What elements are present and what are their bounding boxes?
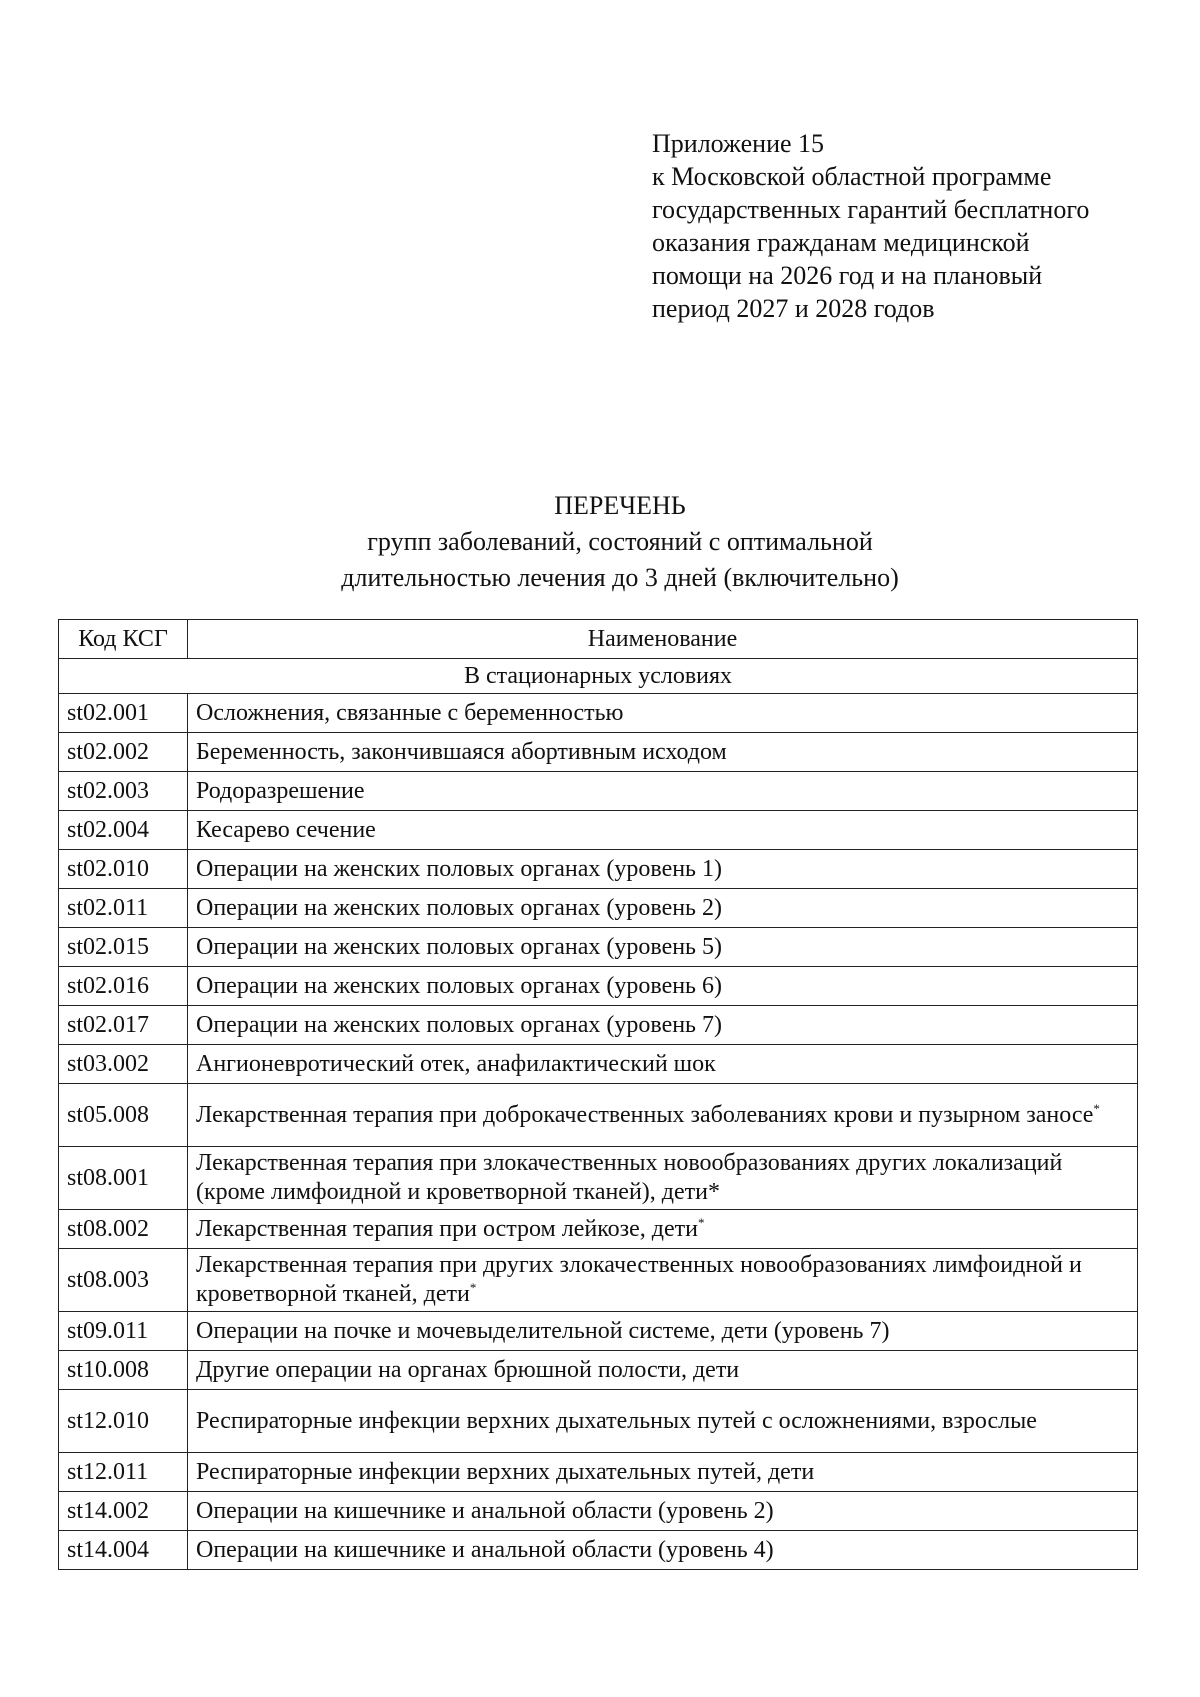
ksg-name-cell [188, 1006, 1138, 1045]
ksg-code: st02.010 [59, 850, 188, 889]
ksg-code: st10.008 [59, 1351, 188, 1390]
ksg-name: Лекарственная терапия при других злокачественных новообразованиях лимфоидной и кроветворной тканей, дети [196, 1252, 1082, 1307]
table-row [59, 1453, 1138, 1492]
ksg-name: Операции на женских половых органах (уровень 1) [196, 855, 722, 882]
section-title: В стационарных условиях [59, 659, 1138, 694]
ksg-name-cell [188, 733, 1138, 772]
ksg-code: st02.015 [59, 928, 188, 967]
ksg-name: Операции на женских половых органах (уровень 7) [196, 1011, 722, 1038]
ksg-code: st02.017 [59, 1006, 188, 1045]
table-row [59, 1210, 1138, 1249]
table-row [59, 1312, 1138, 1351]
table-row [59, 1084, 1138, 1147]
ksg-name-cell [188, 928, 1138, 967]
ksg-name-cell [188, 850, 1138, 889]
ksg-name-cell [188, 1312, 1138, 1351]
footnote-mark: * [697, 1214, 705, 1230]
table-row [59, 850, 1138, 889]
table-row [59, 1249, 1138, 1312]
appendix-note [652, 127, 1089, 325]
table-row [59, 811, 1138, 850]
ksg-name-cell [188, 772, 1138, 811]
ksg-name: Операции на женских половых органах (уровень 6) [196, 972, 722, 999]
table-row [59, 694, 1138, 733]
table-row [59, 1351, 1138, 1390]
footnote-mark: * [469, 1280, 477, 1295]
title-heading: ПЕРЕЧЕНЬ [554, 491, 686, 520]
table-row [59, 772, 1138, 811]
ksg-name: Лекарственная терапия при злокачественных новообразованиях других локализаций (кроме лимфоидной и кроветворной тканей), дети* [196, 1150, 1063, 1205]
document-title [0, 488, 1200, 596]
table-row [59, 967, 1138, 1006]
ksg-name-cell [188, 1351, 1138, 1390]
appendix-line: оказания гражданам медицинской [652, 228, 1030, 257]
table-row [59, 1147, 1138, 1210]
ksg-name-cell [188, 1531, 1138, 1570]
table-row [59, 1045, 1138, 1084]
table-header-row [59, 620, 1138, 659]
ksg-name: Другие операции на органах брюшной полости, дети [196, 1356, 740, 1383]
title-subtitle-line: длительностью лечения до 3 дней (включительно) [341, 563, 899, 592]
section-row [59, 659, 1138, 694]
ksg-name-cell [188, 1045, 1138, 1084]
header-code: Код КСГ [59, 620, 188, 659]
table-row [59, 1390, 1138, 1453]
ksg-name-cell [188, 1249, 1138, 1312]
ksg-code: st08.002 [59, 1210, 188, 1249]
ksg-code: st02.011 [59, 889, 188, 928]
table-body [59, 659, 1138, 1570]
appendix-line: к Московской областной программе [652, 162, 1052, 191]
ksg-name-cell [188, 811, 1138, 850]
ksg-name: Осложнения, связанные с беременностью [196, 699, 624, 726]
ksg-name: Операции на кишечнике и анальной области (уровень 4) [196, 1536, 774, 1563]
ksg-name: Кесарево сечение [196, 816, 376, 843]
ksg-code: st03.002 [59, 1045, 188, 1084]
ksg-code: st12.010 [59, 1390, 188, 1453]
ksg-name-cell [188, 694, 1138, 733]
ksg-name: Операции на женских половых органах (уровень 2) [196, 894, 722, 921]
ksg-code: st08.003 [59, 1249, 188, 1312]
ksg-code: st08.001 [59, 1147, 188, 1210]
ksg-name-cell [188, 1390, 1138, 1453]
table-row [59, 1006, 1138, 1045]
ksg-name-cell [188, 1147, 1138, 1210]
ksg-name: Операции на женских половых органах (уровень 5) [196, 933, 722, 960]
ksg-name: Лекарственная терапия при остром лейкозе, дети [196, 1215, 698, 1242]
table-row [59, 889, 1138, 928]
footnote-mark: * [1093, 1100, 1100, 1116]
ksg-code: st02.004 [59, 811, 188, 850]
ksg-name: Операции на почке и мочевыделительной системе, дети (уровень 7) [196, 1317, 890, 1344]
ksg-code: st12.011 [59, 1453, 188, 1492]
table-row [59, 733, 1138, 772]
ksg-table [58, 619, 1138, 1570]
ksg-name-cell [188, 1453, 1138, 1492]
appendix-line: период 2027 и 2028 годов [652, 294, 935, 323]
ksg-name-cell [188, 889, 1138, 928]
ksg-code: st05.008 [59, 1084, 188, 1147]
header-name: Наименование [188, 620, 1138, 659]
ksg-code: st02.016 [59, 967, 188, 1006]
ksg-code: st14.002 [59, 1492, 188, 1531]
ksg-name: Респираторные инфекции верхних дыхательных путей с осложнениями, взрослые [196, 1407, 1037, 1434]
ksg-name: Лекарственная терапия при доброкачественных заболеваниях крови и пузырном заносе [196, 1101, 1094, 1128]
title-subtitle-line: групп заболеваний, состояний с оптимальной [367, 527, 873, 556]
ksg-name: Родоразрешение [196, 777, 365, 804]
ksg-code: st02.001 [59, 694, 188, 733]
appendix-line: Приложение 15 [652, 129, 825, 158]
ksg-name: Ангионевротический отек, анафилактический шок [196, 1050, 716, 1077]
ksg-name-cell [188, 967, 1138, 1006]
ksg-name: Беременность, закончившаяся абортивным исходом [196, 738, 727, 765]
table-row [59, 1492, 1138, 1531]
ksg-code: st14.004 [59, 1531, 188, 1570]
ksg-code: st09.011 [59, 1312, 188, 1351]
ksg-name: Операции на кишечнике и анальной области (уровень 2) [196, 1497, 774, 1524]
appendix-line: государственных гарантий бесплатного [652, 195, 1090, 224]
ksg-name: Респираторные инфекции верхних дыхательных путей, дети [196, 1458, 815, 1485]
table-row [59, 1531, 1138, 1570]
table-row [59, 928, 1138, 967]
ksg-code: st02.002 [59, 733, 188, 772]
ksg-name-cell [188, 1084, 1138, 1147]
ksg-name-cell [188, 1492, 1138, 1531]
ksg-name-cell [188, 1210, 1138, 1249]
ksg-code: st02.003 [59, 772, 188, 811]
appendix-line: помощи на 2026 год и на плановый [652, 261, 1043, 290]
